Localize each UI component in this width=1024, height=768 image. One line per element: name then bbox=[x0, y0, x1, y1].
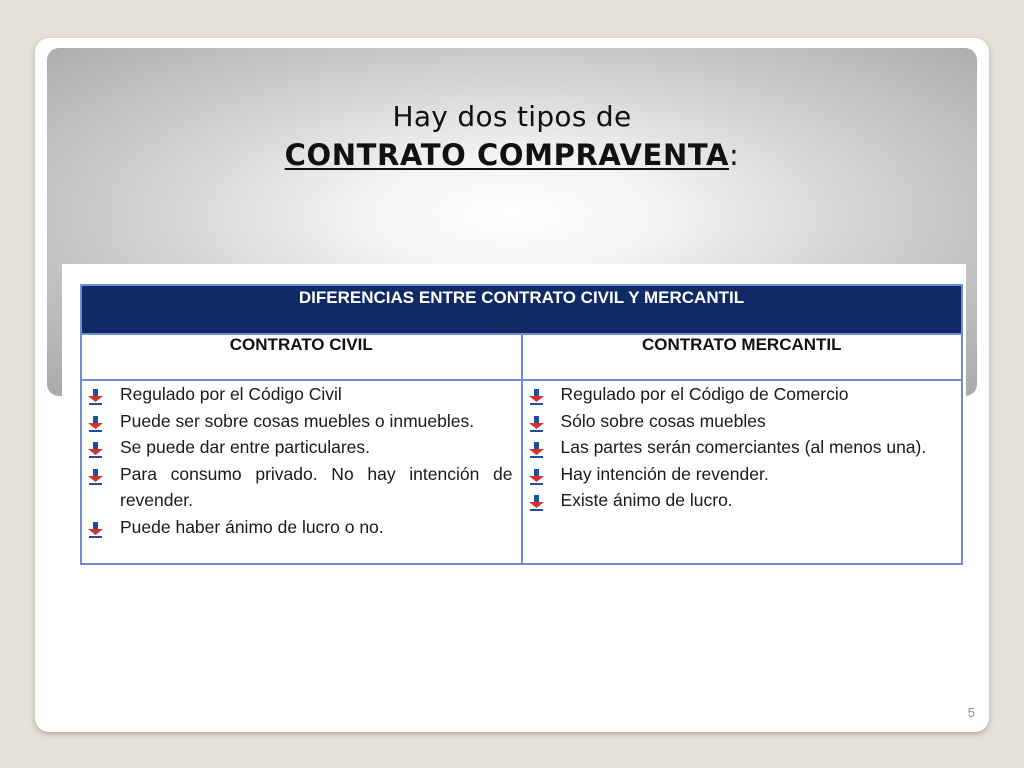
mercantil-item-text: Regulado por el Código de Comercio bbox=[560, 384, 849, 404]
mercantil-list-item bbox=[561, 434, 954, 461]
title-line-1: Hay dos tipos de bbox=[392, 100, 632, 133]
civil-list-item bbox=[120, 408, 513, 435]
civil-list-item bbox=[120, 434, 513, 461]
down-arrow-bullet-icon bbox=[88, 413, 103, 429]
civil-item-text: Para consumo privado. No hay intención de revender. bbox=[120, 463, 513, 510]
mercantil-cell bbox=[522, 380, 963, 564]
civil-item-text: Puede ser sobre cosas muebles o inmuebles. bbox=[120, 410, 475, 431]
down-arrow-bullet-icon bbox=[88, 439, 103, 455]
mercantil-list-item bbox=[561, 408, 954, 435]
mercantil-list-item bbox=[561, 487, 954, 514]
slide-number: 5 bbox=[967, 705, 975, 720]
civil-item-text: Puede haber ánimo de lucro o no. bbox=[120, 516, 384, 537]
title-underlined-text: CONTRATO COMPRAVENTA bbox=[284, 138, 730, 172]
down-arrow-bullet-icon bbox=[88, 466, 103, 482]
mercantil-item-text: Hay intención de revender. bbox=[560, 463, 769, 484]
mercantil-item-text: Existe ánimo de lucro. bbox=[560, 490, 733, 510]
down-arrow-bullet-icon bbox=[88, 519, 103, 535]
title-colon: : bbox=[729, 138, 740, 172]
civil-list-item bbox=[120, 381, 513, 408]
table-header: DIFERENCIAS ENTRE CONTRATO CIVIL Y MERCANTIL bbox=[81, 285, 962, 334]
column-header-mercantil: CONTRATO MERCANTIL bbox=[522, 334, 963, 380]
slide bbox=[35, 38, 989, 732]
down-arrow-bullet-icon bbox=[88, 386, 103, 402]
civil-cell bbox=[81, 380, 522, 564]
down-arrow-bullet-icon bbox=[529, 413, 544, 429]
differences-table bbox=[80, 284, 963, 565]
down-arrow-bullet-icon bbox=[529, 439, 544, 455]
column-header-civil: CONTRATO CIVIL bbox=[81, 334, 522, 380]
mercantil-item-text: Las partes serán comerciantes (al menos una). bbox=[560, 437, 927, 457]
down-arrow-bullet-icon bbox=[529, 466, 544, 482]
table-image-frame bbox=[62, 264, 966, 574]
mercantil-list-item bbox=[561, 381, 954, 408]
mercantil-list-item bbox=[561, 461, 954, 488]
mercantil-list bbox=[561, 381, 954, 514]
civil-list bbox=[120, 381, 513, 540]
civil-list-item bbox=[120, 514, 513, 541]
down-arrow-bullet-icon bbox=[529, 492, 544, 508]
title-line-2 bbox=[47, 138, 977, 172]
down-arrow-bullet-icon bbox=[529, 386, 544, 402]
civil-list-item bbox=[120, 461, 513, 514]
civil-item-text: Se puede dar entre particulares. bbox=[120, 437, 371, 457]
civil-item-text: Regulado por el Código Civil bbox=[120, 384, 342, 404]
mercantil-item-text: Sólo sobre cosas muebles bbox=[560, 410, 766, 431]
